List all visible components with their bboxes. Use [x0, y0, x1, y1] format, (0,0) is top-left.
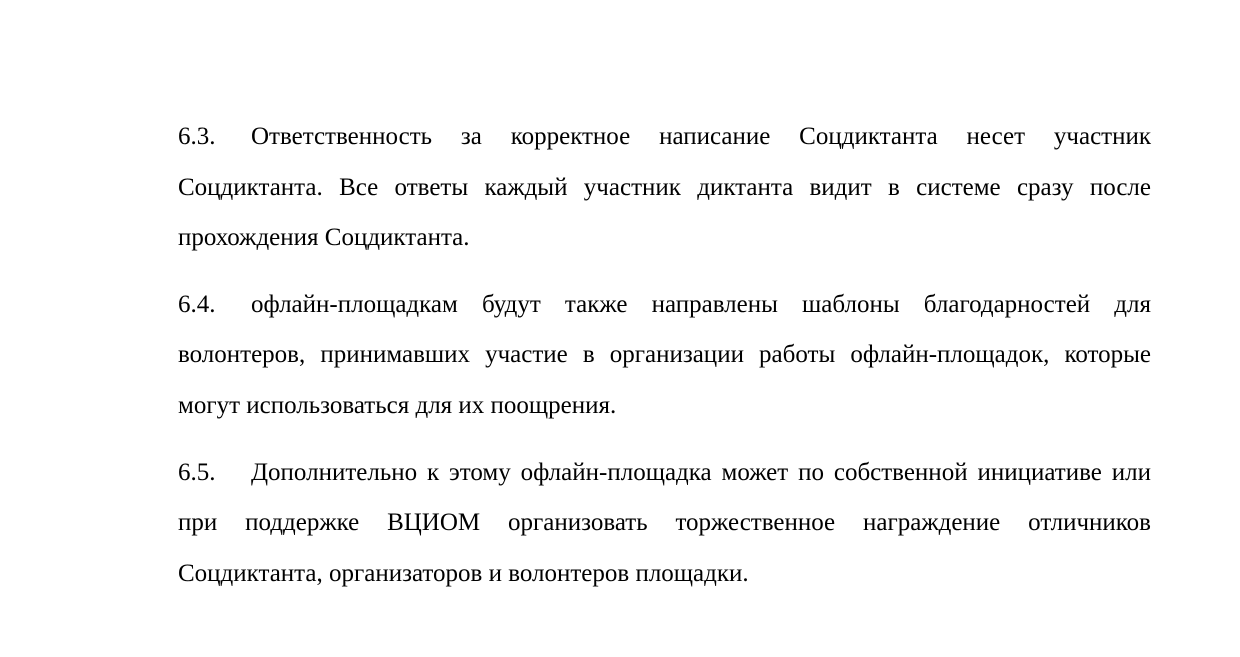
document-page: [178, 112, 1151, 615]
clause-number: 6.3.: [178, 123, 216, 150]
clause-text: офлайн-площадкам будут также направлены шаблоны благодарностей для волонтеров, принимавших участие в организации работы офлайн-площадок, которые могут использоваться для их поощрения.: [178, 290, 1151, 419]
clause-number: 6.5.: [178, 458, 216, 486]
clause-text: Дополнительно к этому офлайн-площадка может по собственной инициативе или при поддержке ВЦИОМ организовать торжественное награждение отличников Соцдиктанта, организаторов и волонтеров площадки.: [178, 458, 1151, 587]
clause-6-3: [178, 112, 1151, 264]
clause-text: Ответственность за корректное написание Соцдиктанта несет участник Соцдиктанта. Все ответы каждый участник диктанта видит в системе сразу после прохождения Соцдиктанта.: [178, 123, 1151, 252]
clause-number: 6.4.: [178, 290, 216, 318]
clause-6-5: [178, 448, 1151, 600]
clause-6-4: [178, 280, 1151, 432]
